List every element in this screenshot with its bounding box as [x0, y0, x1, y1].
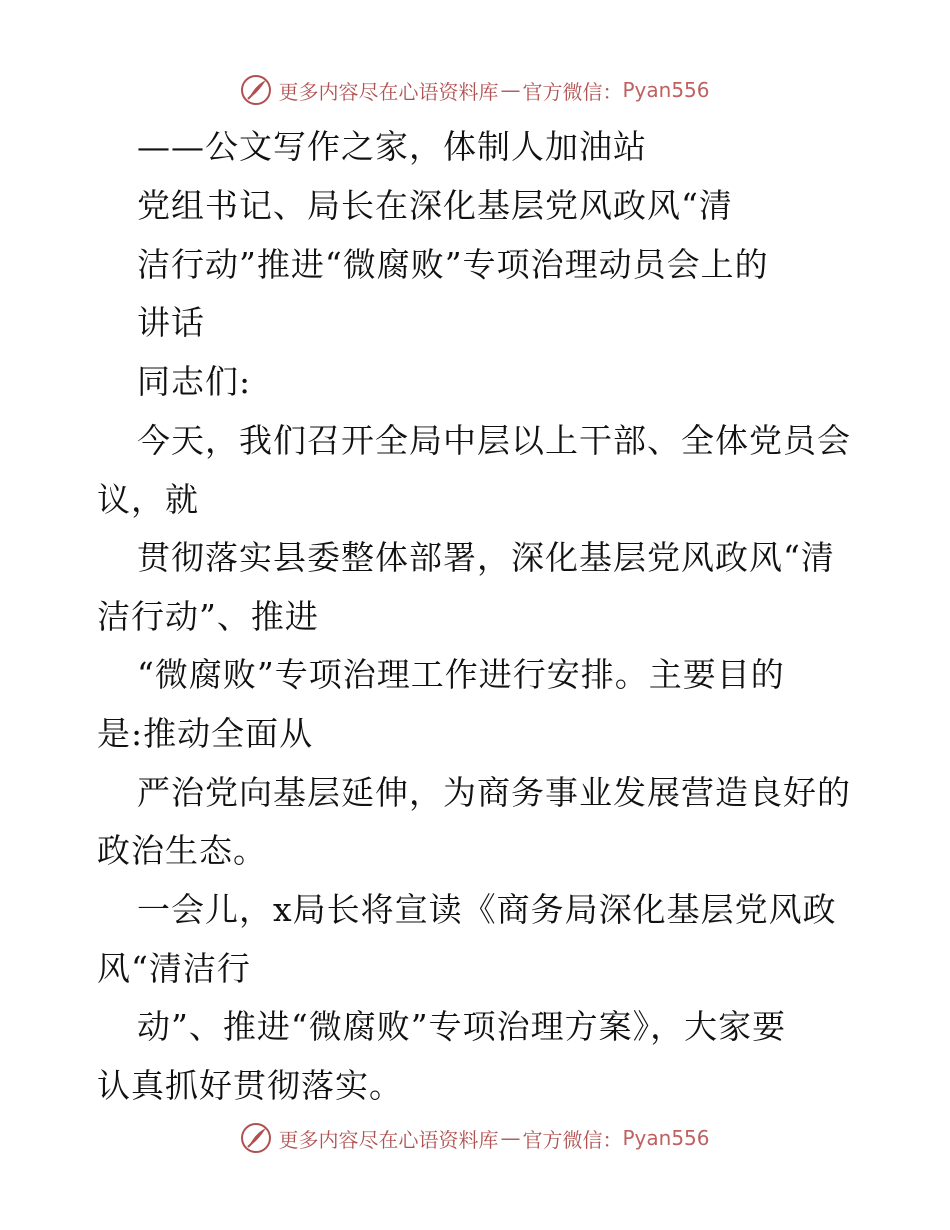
document-line: 严治党向基层延伸，为商务事业发展营造良好的: [137, 773, 851, 812]
footer-watermark: [0, 1118, 950, 1158]
document-line: 洁行动”、推进: [97, 597, 319, 636]
document-line: 动”、推进“微腐败”专项治理方案》，大家要: [137, 1007, 787, 1046]
watermark-site-text: 更多内容尽在心语资料库: [278, 79, 499, 104]
watermark-wechat-id: Pyan556: [622, 1126, 710, 1150]
document-line: 今天，我们召开全局中层以上干部、全体党员会: [137, 421, 851, 460]
document-line: 认真抓好贯彻落实。: [97, 1066, 403, 1105]
document-line: “微腐败”专项治理工作进行安排。主要目的: [137, 655, 785, 694]
document-line: 风“清洁行: [97, 949, 251, 988]
watermark-separator: —: [500, 78, 521, 102]
header-watermark: [0, 70, 950, 110]
watermark-wechat-id: Pyan556: [622, 78, 710, 102]
document-title-line: 洁行动”推进“微腐败”专项治理动员会上的: [137, 245, 769, 284]
document-salutation: 同志们:: [137, 362, 252, 401]
document-line: 是:推动全面从: [97, 714, 314, 753]
watermark-wechat-label: 官方微信：: [522, 1127, 623, 1152]
document-line: 政治生态。: [97, 831, 267, 870]
feather-pen-logo-icon: [240, 1122, 272, 1154]
document-line: 议，就: [97, 480, 199, 519]
document-title-line: 党组书记、局长在深化基层党风政风“清: [137, 186, 733, 225]
feather-pen-logo-icon: [240, 74, 272, 106]
watermark-site-text: 更多内容尽在心语资料库: [278, 1127, 499, 1152]
document-line: 一会儿，x局长将宣读《商务局深化基层党风政: [137, 890, 837, 929]
document-title-line: 讲话: [137, 303, 205, 342]
watermark-wechat-label: 官方微信：: [522, 79, 623, 104]
document-line: ——公文写作之家，体制人加油站: [137, 127, 647, 166]
document-line: 贯彻落实县委整体部署，深化基层党风政风“清: [137, 538, 835, 577]
watermark-separator: —: [500, 1126, 521, 1150]
